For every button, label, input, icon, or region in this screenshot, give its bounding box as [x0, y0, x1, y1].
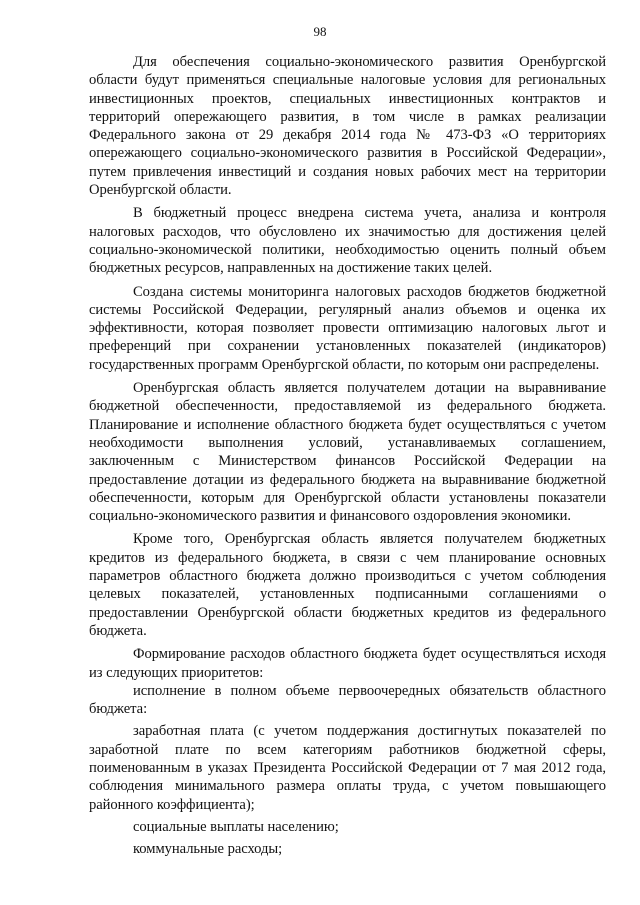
page-number: 98	[313, 24, 327, 39]
paragraph-priorities-intro: Формирование расходов областного бюджета будет осуществляться исходя из следующих приоритетов:	[89, 646, 606, 681]
paragraph-budget-credits: Кроме того, Оренбургская область является получателем бюджетных кредитов из федерального бюджета, в связи с чем планирование основных параметров областного бюджета должно производиться с учетом соблюдения целевых показателей, установленных подписанными соглашениями о предоставлении Оренбургской области бюджетных кредитов из федерального бюджета.	[89, 531, 606, 639]
paragraph-special-tax-conditions: Для обеспечения социально-экономического развития Оренбургской области будут применяться специальные налоговые условия для региональных инвестиционных проектов, специальных инвестиционных контрактов и территорий опережающего развития, в том числе в рамках реализации Федерального закона от 29 декабря 2014 года № 473-ФЗ «О территориях опережающего социально-экономического развития в Российской Федерации», путем привлечения инвестиций и создания новых рабочих мест на территории Оренбургской области.	[89, 54, 606, 199]
priorities-list	[89, 682, 606, 859]
paragraph-tax-expenses-system: В бюджетный процесс внедрена система учета, анализа и контроля налоговых расходов, что обусловлено их значимостью для достижения целей социально-экономической политики, необходимостью оценить полный объем бюджетных ресурсов, направленных на достижение таких целей.	[89, 205, 606, 277]
list-item: исполнение в полном объеме первоочередных обязательств областного бюджета:	[89, 682, 606, 718]
list-item: заработная плата (с учетом поддержания достигнутых показателей по заработной плате по всем категориям работников бюджетной сферы, поименованным в указах Президента Российской Федерации от 7 мая 2012 года, соблюдения минимального размера оплаты труда, с учетом повышающего районного коэффициента);	[89, 723, 606, 813]
paragraph-monitoring-system: Создана системы мониторинга налоговых расходов бюджетов бюджетной системы Российской Федерации, регулярный анализ объемов и оценка их эффективности, которая позволяет провести оптимизацию налоговых льгот и преференций при сохранении установленных показателей (индикаторов) государственных программ Оренбургской области, по которым они распределены.	[89, 283, 606, 373]
paragraph-equalization-grant: Оренбургская область является получателем дотации на выравнивание бюджетной обеспеченности, предоставляемой из федерального бюджета. Планирование и исполнение областного бюджета будет осуществляться с учетом необходимости выполнения условий, устанавливаемых соглашением, заключенным с Министерством финансов Российской Федерации на предоставление дотации из федерального бюджета на выравнивание бюджетной обеспеченности, которым для Оренбургской области установлены показатели социально-экономического развития и финансового оздоровления экономики.	[89, 380, 606, 525]
body-text	[89, 53, 606, 858]
list-item: коммунальные расходы;	[133, 841, 283, 858]
list-item: социальные выплаты населению;	[133, 818, 339, 835]
